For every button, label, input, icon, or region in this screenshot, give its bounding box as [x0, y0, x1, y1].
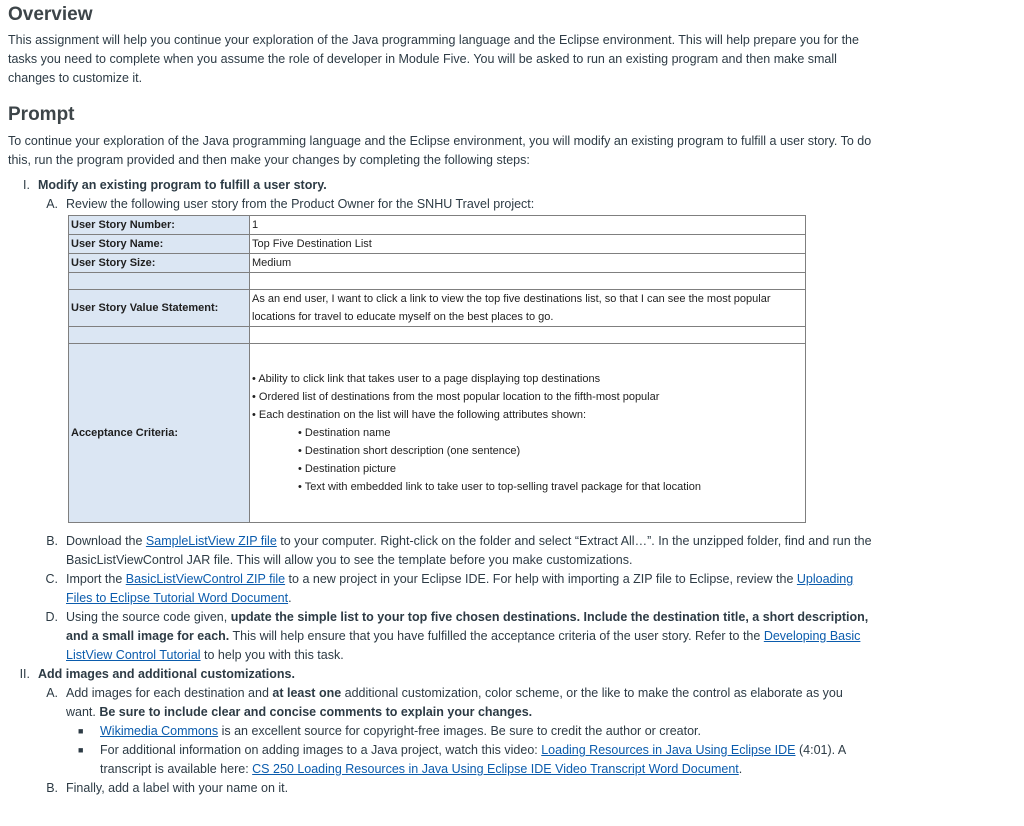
part-1-c-item [8, 570, 1012, 608]
listview-control-tutorial-link[interactable]: Developing Basic ListView Control Tutorial [66, 629, 861, 662]
document-page [8, 0, 1012, 798]
basic-listview-zip-link[interactable]: BasicListViewControl ZIP file [125, 572, 286, 586]
part-1-title: Modify an existing program to fulfill a user story. [38, 178, 327, 192]
attribute-item: • Destination picture [298, 463, 397, 475]
table-row-spacer [69, 273, 806, 290]
criteria-item: • Ordered list of destinations from the most popular location to the fifth-most popular [252, 391, 660, 403]
spacer-cell [250, 327, 806, 344]
story-criteria-cell [250, 344, 806, 523]
uploading-files-tutorial-link[interactable]: Uploading Files to Eclipse Tutorial Word Document [66, 572, 854, 605]
part-2-a-text: Add images for each destination and at least one additional customization, color scheme, or the like to make the control as elaborate as you want. Be sure to include clear and concise comments to explain your changes. [66, 686, 843, 719]
attribute-item: • Destination name [298, 427, 391, 439]
table-row [69, 344, 806, 523]
prompt-text: To continue your exploration of the Java programming language and the Eclipse environment, you will modify an existing program to fulfill a user story. To do this, run the program provided and then make your changes by completing the following steps: [8, 134, 872, 167]
part-1-number: I. [23, 178, 30, 192]
user-story-table [68, 215, 806, 523]
prompt-heading: Prompt [8, 104, 75, 125]
part-1-d-text: Using the source code given, update the simple list to your top five chosen destinations. Include the destination title, a short description, and a small image for each. This will help ensure that you have fulfilled the acceptance criteria of the user story. Refer to the Developing Basic ListView Control Tutorial to help you with this task. [66, 610, 869, 662]
table-row [69, 216, 806, 235]
table-row [69, 254, 806, 273]
part-2-b-item [8, 779, 1012, 798]
square-bullet-icon: ■ [78, 726, 84, 736]
spacer-cell [250, 273, 806, 290]
video-transcript-link[interactable]: CS 250 Loading Resources in Java Using Eclipse IDE Video Transcript Word Document [252, 762, 739, 776]
attribute-item: • Destination short description (one sentence) [298, 445, 521, 457]
story-number-label: User Story Number: [69, 216, 250, 235]
bullet-1-text: Wikimedia Commons is an excellent source for copyright-free images. Be sure to credit the author or creator. [100, 724, 701, 738]
story-criteria-label: Acceptance Criteria: [69, 344, 250, 523]
part-1-b-number: B. [46, 534, 58, 548]
bullet-item [78, 722, 878, 741]
part-1-d-number: D. [45, 610, 58, 624]
part-1-b-item [8, 532, 1012, 570]
part-1-d-item [8, 608, 1012, 665]
part-1-a-number: A. [46, 197, 58, 211]
part-2-number: II. [19, 667, 30, 681]
part-2-b-number: B. [46, 781, 58, 795]
bullet-2-text: For additional information on adding images to a Java project, watch this video: Loading Resources in Java Using Eclipse IDE (4:01). A transcript is available here: CS 250 Loading Resources in Java Using Eclipse IDE Video Transcript Word Document. [100, 743, 846, 776]
story-number-value: 1 [250, 216, 806, 235]
part-1-a-text: Review the following user story from the Product Owner for the SNHU Travel project: [66, 197, 535, 211]
part-1-a-item [8, 195, 1012, 214]
criteria-item: • Each destination on the list will have the following attributes shown: [252, 409, 587, 421]
loading-resources-video-link[interactable]: Loading Resources in Java Using Eclipse IDE [541, 743, 796, 757]
overview-heading: Overview [8, 4, 93, 25]
part-1-c-text: Import the BasicListViewControl ZIP file to a new project in your Eclipse IDE. For help with importing a ZIP file to Eclipse, review the Uploading Files to Eclipse Tutorial Word Document. [66, 572, 854, 605]
bullet-item [78, 741, 878, 779]
spacer-cell [69, 327, 250, 344]
story-name-label: User Story Name: [69, 235, 250, 254]
criteria-item: • Ability to click link that takes user to a page displaying top destinations [252, 373, 601, 385]
spacer-cell [69, 273, 250, 290]
steps-list [8, 176, 1012, 798]
story-name-value: Top Five Destination List [250, 235, 806, 254]
table-row-spacer [69, 327, 806, 344]
part-1-c-number: C. [45, 572, 58, 586]
part-2-title: Add images and additional customizations. [38, 667, 295, 681]
story-value-text: As an end user, I want to click a link to view the top five destinations list, so that I can see the most popular locations for travel to educate myself on the best places to go. [250, 290, 806, 327]
story-size-value: Medium [250, 254, 806, 273]
part-1-item [8, 176, 1012, 195]
attribute-item: • Text with embedded link to take user to top-selling travel package for that location [298, 481, 701, 493]
part-1-b-text: Download the SampleListView ZIP file to your computer. Right-click on the folder and select “Extract All…”. In the unzipped folder, find and run the BasicListViewControl JAR file. This will allow you to see the template before you make customizations. [66, 534, 872, 567]
wikimedia-commons-link[interactable]: Wikimedia Commons [100, 724, 219, 738]
part-2-a-item [8, 684, 1012, 722]
part-2-b-text: Finally, add a label with your name on it. [66, 781, 289, 795]
table-row [69, 235, 806, 254]
sample-listview-zip-link[interactable]: SampleListView ZIP file [145, 534, 277, 548]
part-2-a-number: A. [46, 686, 58, 700]
story-size-label: User Story Size: [69, 254, 250, 273]
table-row [69, 290, 806, 327]
part-2-item [8, 665, 1012, 684]
square-bullet-icon: ■ [78, 745, 84, 755]
overview-text: This assignment will help you continue your exploration of the Java programming language and the Eclipse environment. This will help prepare you for the tasks you need to complete when you assume the role of developer in Module Five. You will be asked to run an existing program and then make small changes to customize it. [8, 33, 859, 85]
story-value-label: User Story Value Statement: [69, 290, 250, 327]
